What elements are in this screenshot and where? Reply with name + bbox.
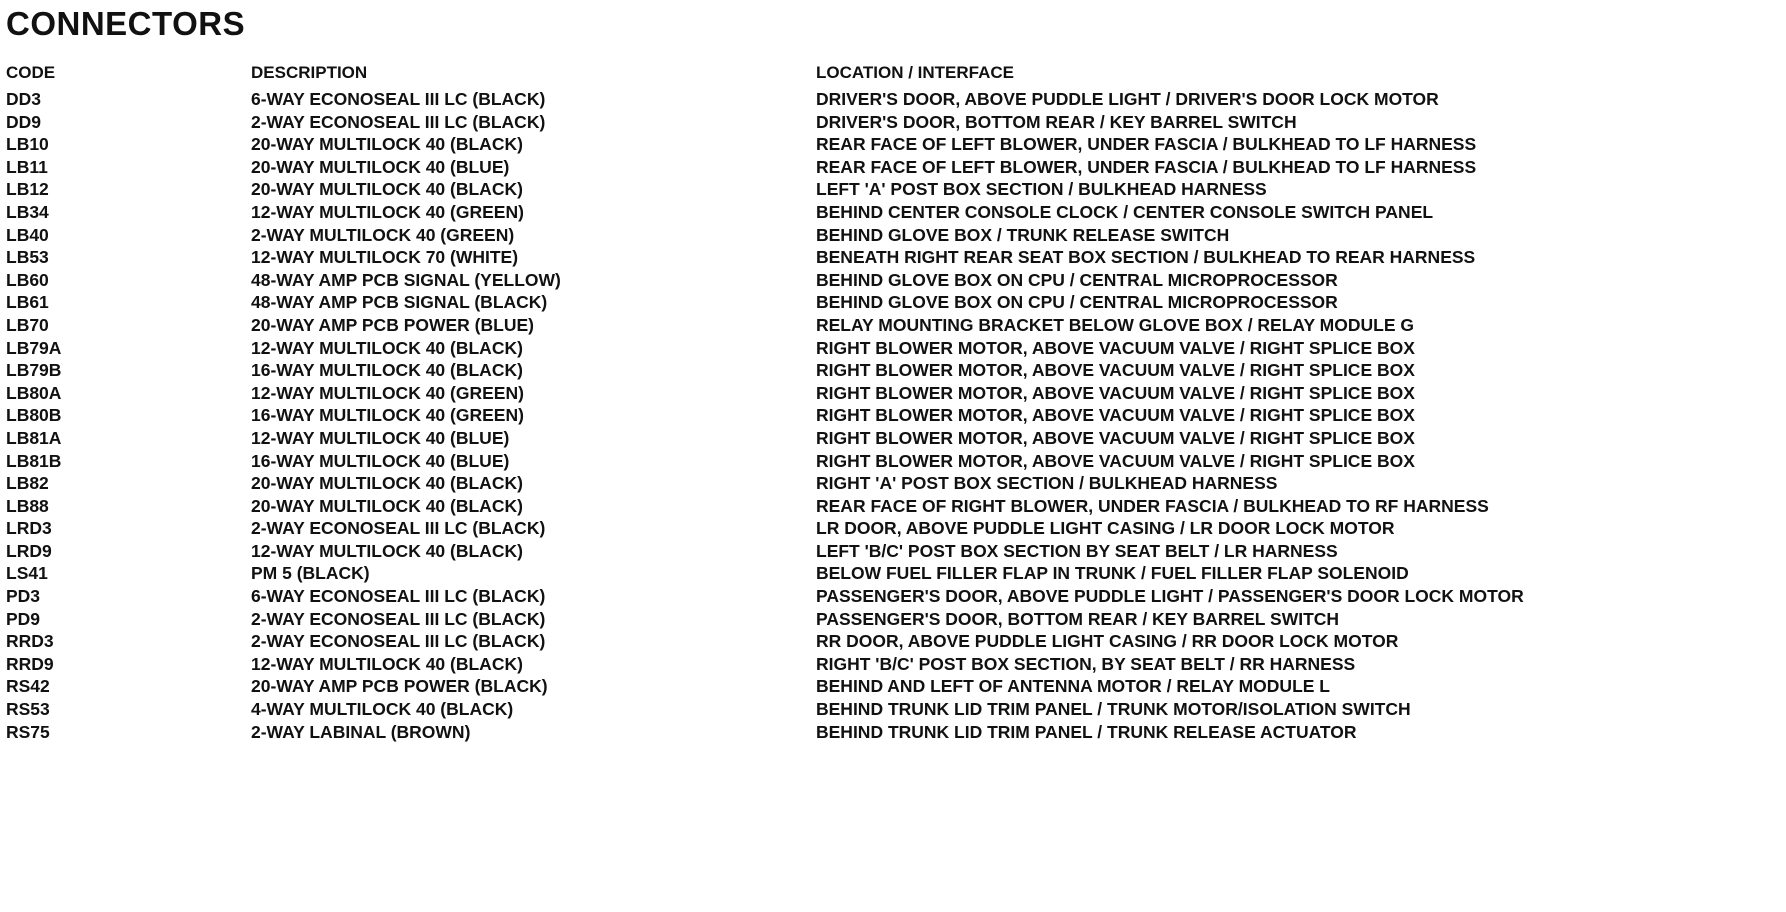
connector-description: 16-WAY MULTILOCK 40 (BLUE): [251, 450, 510, 471]
connector-location: DRIVER'S DOOR, BOTTOM REAR / KEY BARREL SWITCH: [816, 111, 1297, 132]
connector-code: LB53: [6, 247, 49, 268]
connector-location: BEHIND GLOVE BOX / TRUNK RELEASE SWITCH: [816, 224, 1230, 245]
table-row: [6, 517, 1776, 540]
connector-location: RELAY MOUNTING BRACKET BELOW GLOVE BOX / RELAY MODULE G: [816, 314, 1414, 335]
header-row: [6, 58, 1776, 88]
connector-location: RR DOOR, ABOVE PUDDLE LIGHT CASING / RR DOOR LOCK MOTOR: [816, 631, 1399, 652]
connector-description: 12-WAY MULTILOCK 40 (GREEN): [251, 201, 524, 222]
connector-description: 2-WAY ECONOSEAL III LC (BLACK): [251, 518, 546, 539]
connector-description: 48-WAY AMP PCB SIGNAL (YELLOW): [251, 269, 561, 290]
table-row: [6, 291, 1776, 314]
connector-description: 12-WAY MULTILOCK 70 (WHITE): [251, 247, 519, 268]
connector-code: LB82: [6, 473, 49, 494]
table-row: [6, 698, 1776, 721]
connector-location: RIGHT BLOWER MOTOR, ABOVE VACUUM VALVE / RIGHT SPLICE BOX: [816, 382, 1415, 403]
table-row: [6, 562, 1776, 585]
connector-location: BEHIND GLOVE BOX ON CPU / CENTRAL MICROPROCESSOR: [816, 292, 1338, 313]
connector-description: 12-WAY MULTILOCK 40 (BLACK): [251, 653, 523, 674]
connector-code: RRD3: [6, 631, 54, 652]
connector-code: LB79A: [6, 337, 62, 358]
connector-code: LB80A: [6, 382, 62, 403]
connector-code: RS75: [6, 721, 50, 742]
table-row: [6, 359, 1776, 382]
connector-description: 20-WAY MULTILOCK 40 (BLACK): [251, 473, 523, 494]
connector-code: RS42: [6, 676, 50, 697]
connector-code: RS53: [6, 699, 50, 720]
connector-code: LB81B: [6, 450, 62, 471]
connector-location: RIGHT BLOWER MOTOR, ABOVE VACUUM VALVE / RIGHT SPLICE BOX: [816, 427, 1415, 448]
connector-code: LB61: [6, 292, 49, 313]
connector-location: REAR FACE OF LEFT BLOWER, UNDER FASCIA / BULKHEAD TO LF HARNESS: [816, 156, 1477, 177]
table-row: [6, 337, 1776, 360]
table-row: [6, 178, 1776, 201]
connector-location: BEHIND AND LEFT OF ANTENNA MOTOR / RELAY MODULE L: [816, 676, 1330, 697]
table-row: [6, 382, 1776, 405]
table-row: [6, 450, 1776, 473]
connector-location: DRIVER'S DOOR, ABOVE PUDDLE LIGHT / DRIVER'S DOOR LOCK MOTOR: [816, 89, 1439, 109]
connector-description: 16-WAY MULTILOCK 40 (BLACK): [251, 360, 523, 381]
connector-description: 4-WAY MULTILOCK 40 (BLACK): [251, 699, 514, 720]
connector-description: 6-WAY ECONOSEAL III LC (BLACK): [251, 586, 546, 607]
connector-code: DD3: [6, 89, 42, 109]
connector-description: 20-WAY AMP PCB POWER (BLACK): [251, 676, 548, 697]
table-row: [6, 427, 1776, 450]
connector-description: 20-WAY MULTILOCK 40 (BLUE): [251, 156, 510, 177]
table-row: [6, 472, 1776, 495]
table-row: [6, 88, 1776, 111]
connector-code: PD9: [6, 608, 41, 629]
connector-code: LB81A: [6, 427, 62, 448]
connector-code: LRD3: [6, 518, 52, 539]
table-row: [6, 133, 1776, 156]
connector-code: LB10: [6, 134, 49, 155]
table-row: [6, 630, 1776, 653]
table-row: [6, 608, 1776, 631]
connector-location: RIGHT BLOWER MOTOR, ABOVE VACUUM VALVE / RIGHT SPLICE BOX: [816, 360, 1415, 381]
connector-code: DD9: [6, 111, 42, 132]
connector-description: PM 5 (BLACK): [251, 563, 370, 584]
table-row: [6, 246, 1776, 269]
connector-description: 20-WAY MULTILOCK 40 (BLACK): [251, 495, 523, 516]
connector-description: 2-WAY ECONOSEAL III LC (BLACK): [251, 631, 546, 652]
connector-location: REAR FACE OF RIGHT BLOWER, UNDER FASCIA / BULKHEAD TO RF HARNESS: [816, 495, 1489, 516]
connector-description: 2-WAY MULTILOCK 40 (GREEN): [251, 224, 515, 245]
connector-location: RIGHT BLOWER MOTOR, ABOVE VACUUM VALVE / RIGHT SPLICE BOX: [816, 405, 1415, 426]
table-row: [6, 314, 1776, 337]
connector-description: 12-WAY MULTILOCK 40 (BLUE): [251, 427, 510, 448]
connector-code: LB40: [6, 224, 49, 245]
table-row: [6, 224, 1776, 247]
connector-location: RIGHT 'A' POST BOX SECTION / BULKHEAD HARNESS: [816, 473, 1278, 494]
connector-description: 12-WAY MULTILOCK 40 (BLACK): [251, 337, 523, 358]
table-row: [6, 111, 1776, 134]
connector-code: RRD9: [6, 653, 54, 674]
connector-description: 12-WAY MULTILOCK 40 (BLACK): [251, 540, 523, 561]
table-row: [6, 540, 1776, 563]
connector-location: LR DOOR, ABOVE PUDDLE LIGHT CASING / LR DOOR LOCK MOTOR: [816, 518, 1395, 539]
connector-code: PD3: [6, 586, 41, 607]
connector-code: LB34: [6, 201, 49, 222]
connector-code: LB88: [6, 495, 49, 516]
connector-location: RIGHT BLOWER MOTOR, ABOVE VACUUM VALVE / RIGHT SPLICE BOX: [816, 337, 1415, 358]
connector-location: LEFT 'B/C' POST BOX SECTION BY SEAT BELT / LR HARNESS: [816, 540, 1338, 561]
connector-code: LB12: [6, 179, 49, 200]
table-header: [6, 58, 1776, 88]
connector-code: LB11: [6, 156, 48, 177]
connector-location: BEHIND TRUNK LID TRIM PANEL / TRUNK RELEASE ACTUATOR: [816, 721, 1357, 742]
connector-code: LS41: [6, 563, 48, 584]
column-header-location: LOCATION / INTERFACE: [816, 63, 1015, 82]
connector-location: PASSENGER'S DOOR, BOTTOM REAR / KEY BARREL SWITCH: [816, 608, 1340, 629]
connector-location: BEHIND TRUNK LID TRIM PANEL / TRUNK MOTOR/ISOLATION SWITCH: [816, 699, 1411, 720]
connector-location: REAR FACE OF LEFT BLOWER, UNDER FASCIA / BULKHEAD TO LF HARNESS: [816, 134, 1477, 155]
connector-description: 6-WAY ECONOSEAL III LC (BLACK): [251, 89, 546, 109]
connector-location: LEFT 'A' POST BOX SECTION / BULKHEAD HARNESS: [816, 179, 1267, 200]
column-header-code: CODE: [6, 63, 56, 82]
connector-code: LB79B: [6, 360, 62, 381]
table-row: [6, 721, 1776, 744]
table-row: [6, 675, 1776, 698]
table-row: [6, 585, 1776, 608]
page-title: CONNECTORS: [6, 5, 246, 42]
connector-code: LB80B: [6, 405, 62, 426]
table-row: [6, 404, 1776, 427]
column-header-description: DESCRIPTION: [251, 63, 368, 82]
connector-code: LB70: [6, 314, 49, 335]
connector-description: 48-WAY AMP PCB SIGNAL (BLACK): [251, 292, 548, 313]
table-row: [6, 201, 1776, 224]
connector-location: RIGHT 'B/C' POST BOX SECTION, BY SEAT BELT / RR HARNESS: [816, 653, 1356, 674]
connector-location: BEHIND CENTER CONSOLE CLOCK / CENTER CONSOLE SWITCH PANEL: [816, 201, 1434, 222]
connector-description: 20-WAY MULTILOCK 40 (BLACK): [251, 179, 523, 200]
connector-code: LB60: [6, 269, 49, 290]
connectors-table: [6, 58, 1776, 743]
connector-location: RIGHT BLOWER MOTOR, ABOVE VACUUM VALVE / RIGHT SPLICE BOX: [816, 450, 1415, 471]
connector-description: 12-WAY MULTILOCK 40 (GREEN): [251, 382, 524, 403]
connector-description: 2-WAY LABINAL (BROWN): [251, 721, 471, 742]
connector-location: PASSENGER'S DOOR, ABOVE PUDDLE LIGHT / PASSENGER'S DOOR LOCK MOTOR: [816, 586, 1524, 607]
connector-description: 2-WAY ECONOSEAL III LC (BLACK): [251, 111, 546, 132]
table-row: [6, 269, 1776, 292]
table-body: [6, 88, 1776, 743]
connector-location: BELOW FUEL FILLER FLAP IN TRUNK / FUEL FILLER FLAP SOLENOID: [816, 563, 1409, 584]
connector-location: BENEATH RIGHT REAR SEAT BOX SECTION / BULKHEAD TO REAR HARNESS: [816, 247, 1476, 268]
table-row: [6, 495, 1776, 518]
connector-description: 16-WAY MULTILOCK 40 (GREEN): [251, 405, 524, 426]
connector-description: 2-WAY ECONOSEAL III LC (BLACK): [251, 608, 546, 629]
connector-description: 20-WAY MULTILOCK 40 (BLACK): [251, 134, 523, 155]
connector-code: LRD9: [6, 540, 52, 561]
table-row: [6, 156, 1776, 179]
connector-location: BEHIND GLOVE BOX ON CPU / CENTRAL MICROPROCESSOR: [816, 269, 1338, 290]
table-row: [6, 653, 1776, 676]
connector-description: 20-WAY AMP PCB POWER (BLUE): [251, 314, 534, 335]
